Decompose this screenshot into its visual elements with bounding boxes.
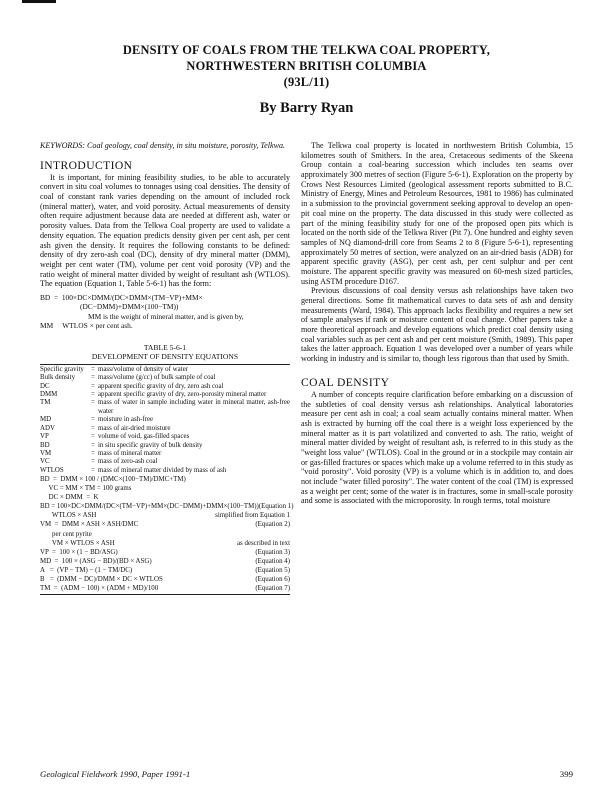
derivation-line (40, 557, 290, 566)
derivation-reference: (Equation 2) (255, 521, 290, 529)
symbol-cell: Specific gravity (40, 365, 84, 373)
definition-cell: mass of zero-ash coal (98, 458, 158, 466)
table-row (40, 442, 290, 450)
previous-work-paragraph: Previous discussions of coal density versus ash relationships have taken two general directions. Some fit mathematical curves to data sets of ash and density measurements (Ward, 1984). This approach lacks flexibility and requires a new set of sample analyses if rank or moisture content of coal change. Other papers take a more theoretical approach and develop equations which predict coal density using coal variables such as per cent ash and per cent moisture (Smith, 1989). This paper takes the latter approach. Equation 1 was developed over a number of years while working in industry and is similar to, though less rigorous than that used by Smith. (301, 286, 573, 364)
equals-cell: = (91, 416, 95, 424)
definition-cell: mass of mineral matter (98, 449, 162, 457)
title-line-1: DENSITY OF COALS FROM THE TELKWA COAL PROPERTY, (122, 43, 491, 57)
table-row (40, 425, 290, 433)
derivation-line (40, 520, 290, 529)
symbol-cell: TM (40, 399, 51, 407)
derivation-expression: WTLOS × ASH (40, 512, 97, 520)
corner-rule (22, 0, 56, 3)
table-row (40, 391, 290, 399)
derivation-line (40, 502, 294, 511)
keywords-text: Coal geology, coal density, in situ moisture, porosity, Telkwa. (87, 141, 286, 150)
derivation-line (40, 511, 290, 520)
equals-cell: = (91, 466, 95, 474)
symbol-cell: DMM (40, 391, 58, 399)
definition-cell: in situ specific gravity of bulk density (98, 441, 203, 449)
definition-cell: mass of water in sample including water in mineral matter, ash-free water (98, 399, 290, 415)
derivation-expression: MD = 100 × (ASG − BD)/(BD × ASG) (40, 557, 152, 565)
derivation-line (40, 530, 290, 539)
derivation-expression: VM × WTLOS × ASH (40, 539, 115, 547)
derivation-reference: (Equation 3) (255, 548, 290, 556)
equals-cell: = (91, 365, 95, 373)
derivation-block (40, 475, 294, 593)
equals-cell: = (91, 449, 95, 457)
table-row (40, 374, 290, 382)
right-column (301, 141, 573, 506)
symbol-cell: BD (40, 441, 50, 449)
definition-cell: moisture in ash-free (98, 416, 154, 424)
equals-cell: = (91, 441, 95, 449)
derivation-reference: (Equation 1) (258, 503, 294, 511)
definition-cell: mass of mineral matter divided by mass of ash (98, 466, 227, 474)
symbol-cell: ADV (40, 424, 55, 432)
derivation-line (40, 539, 290, 548)
symbol-cell: VM (40, 449, 52, 457)
definition-cell: mass/volume of density of water (98, 365, 188, 373)
derivation-line (40, 493, 290, 502)
definition-cell: mass/volume (g/cc) of bulk sample of coal (98, 374, 216, 382)
equals-cell: = (91, 374, 95, 382)
derivation-expression: B = (DMM − DC)/DMM × DC × WTLOS (40, 575, 163, 583)
equation-block (40, 293, 290, 331)
title-line-2: NORTHWESTERN BRITISH COLUMBIA (186, 59, 427, 73)
location-paragraph: The Telkwa coal property is located in northwestern British Columbia, 15 kilometres south of Smithers. In the area, Cretaceous sediments of the Skeena Group contain a coal-bearing succession which includes ten seams over approximately 300 metres of section (Figure 5-6-1). Exploration on the property by Crows Nest Resources Limited (geological assessment reports submitted to B.C. Ministry of Energy, Mines and Petroleum Resources, 1981 to 1986) has culminated in a submission to the provincial government seeking approval to develop an open-pit coal mine on the property. The data discussed in this study were collected as part of the mining feasibility study for one of the proposed open pits which is located on the north side of the Telkwa River (Pit 7). One hundred and eighty seven samples of NQ diamond-drill core from Seams 2 to 8 (Figure 5-6-1), representing approximately 50 metres of section, were analyzed on an air-dried basis (ADB) for apparent specific gravity (ASG), per cent ash, per cent sulphur and per cent moisture. The apparent specific gravity was measured on 60-mesh sized particles, using ASTM procedure D167. (301, 141, 573, 286)
equals-cell: = (91, 382, 95, 390)
table-row (40, 366, 290, 374)
derivation-expression: VP = 100 × (1 − BD/ASG) (40, 548, 118, 556)
page-number: 399 (559, 769, 573, 779)
intro-paragraph: It is important, for mining feasibility studies, to be able to accurately convert in situ coal volumes to tonnages using coal densities. The density of coal of constant rank varies depending on the amount of included rock (mineral matter), water, and void porosity. Actual measurements of density often require adjustment because data are needed at different ash, water or porosity values. Data from the Telkwa Coal property are used to validate a density equation. The equation predicts density given per cent ash, per cent ash given the density. It requires the following constants to be defined: density of dry zero-ash coal (DC), density of dry mineral matter (DMM), weight per cent water (TM), volume per cent void porosity (VP) and the ratio weight of mineral matter divided by weight of resultant ash (WTLOS). The equation (Equation 1, Table 5-6-1) has the form: (40, 172, 290, 289)
derivation-reference: (Equation 5) (255, 566, 290, 574)
derivation-reference: simplified from Equation 1 (215, 512, 290, 520)
keywords-label: KEYWORDS: (40, 141, 85, 150)
footer-citation: Geological Fieldwork 1990, Paper 1991-1 (40, 769, 191, 779)
symbol-cell: VP (40, 433, 49, 441)
equals-cell: = (91, 399, 95, 407)
table-top-rule (40, 364, 290, 365)
equals-cell: = (91, 433, 95, 441)
derivation-reference: (Equation 4) (255, 557, 290, 565)
table-row (40, 383, 290, 391)
symbol-cell: DC (40, 382, 50, 390)
table-row (40, 433, 290, 441)
derivation-expression: A = (VP − TM) − (1 − TM/DC) (40, 566, 133, 574)
derivation-expression: VM = DMM × ASH × ASH/DMC (40, 521, 139, 529)
derivation-reference: (Equation 6) (255, 575, 290, 583)
derivation-reference: as described in text (236, 539, 290, 547)
definition-cell: apparent specific gravity of dry, zero-porosity mineral matter (98, 391, 267, 399)
equals-cell: = (91, 391, 95, 399)
coal-density-paragraph: A number of concepts require clarification before embarking on a discussion of the subtleties of coal density versus ash relationships. Analytical laboratories measure per cent ash in coal; a coal seam actually contains mineral matter. When ash is extracted by burning off the coal there is a weight loss experienced by the mineral matter as it is part volatilized and converted to ash. The ratio, weight of mineral matter divided by weight of resultant ash, is referred to in this study as the "weight loss value" (WTLOS). Coal in the ground or in a stockpile may contain air or gas-filled fractures or spaces which make up a volume referred to in this study as "void porosity". Void porosity (VP) is a volume which is in addition to, and does not include "water filled porosity". The water content of the coal (TM) is expressed as a weight per cent; some of the water is in fractures, some in small-scale porosity and some is associated with the microporosity. In rough terms, total moisture (301, 389, 573, 506)
equals-cell: = (91, 424, 95, 432)
derivation-expression: per cent pyrite (40, 530, 92, 538)
equation-mm-label: MM (40, 321, 54, 331)
derivation-expression: BD = DMM × 100 / (DMC×(100−TM)/DMC+TM) (40, 476, 186, 484)
definition-cell: apparent specific gravity of dry, zero ash coal (98, 382, 224, 390)
derivation-expression: VC = MM × TM = 100 grams (40, 485, 132, 493)
equation-line-2: (DC−DMM)+DMM×(100−TM)) (80, 302, 179, 312)
coal-density-heading: COAL DENSITY (301, 375, 390, 389)
definition-cell: volume of void, gas-filled spaces (98, 433, 190, 441)
symbol-cell: Bulk density (40, 374, 76, 382)
intro-heading: INTRODUCTION (40, 158, 133, 172)
symbol-cell: WTLOS (40, 466, 64, 474)
equation-mm-definition: WTLOS × per cent ash. (62, 321, 133, 331)
derivation-line (40, 575, 290, 584)
keywords (40, 141, 290, 151)
table-row (40, 458, 290, 466)
author: By Barry Ryan (259, 100, 354, 116)
derivation-line (40, 475, 290, 484)
derivation-line (40, 484, 290, 493)
definition-cell: mass of air-dried moisture (98, 424, 171, 432)
table-row (40, 467, 290, 475)
equation-line-1: BD = 100×DC×DMM/(DC×DMM×(TM−VP)+MM× (40, 292, 203, 302)
definitions-table (40, 366, 290, 475)
left-column (40, 141, 294, 595)
derivation-expression: TM = (ADM − 100) × (ADM + MD)/100 (40, 584, 159, 592)
table-row (40, 416, 290, 424)
table-title: TABLE 5-6-1 (143, 342, 187, 352)
derivation-expression: DC × DMM = K (40, 494, 99, 502)
derivation-line (40, 566, 290, 575)
table-bottom-rule (40, 594, 290, 595)
symbol-cell: VC (40, 458, 50, 466)
derivation-expression: BD = 100×DC×DMM/(DC×(TM−VP)+MM×(DC−DMM)+DMM×(100−TM)) (40, 503, 259, 511)
derivation-reference: (Equation 7) (255, 584, 290, 592)
derivation-line (40, 584, 290, 593)
derivation-line (40, 548, 290, 557)
symbol-cell: MD (40, 416, 52, 424)
table-row (40, 450, 290, 458)
equation-line-3: MM is the weight of mineral matter, and is given by, (88, 311, 244, 321)
table-subtitle: DEVELOPMENT OF DENSITY EQUATIONS (91, 352, 239, 362)
equals-cell: = (91, 458, 95, 466)
table-row (40, 399, 290, 416)
title-line-3: (93L/11) (283, 75, 330, 89)
